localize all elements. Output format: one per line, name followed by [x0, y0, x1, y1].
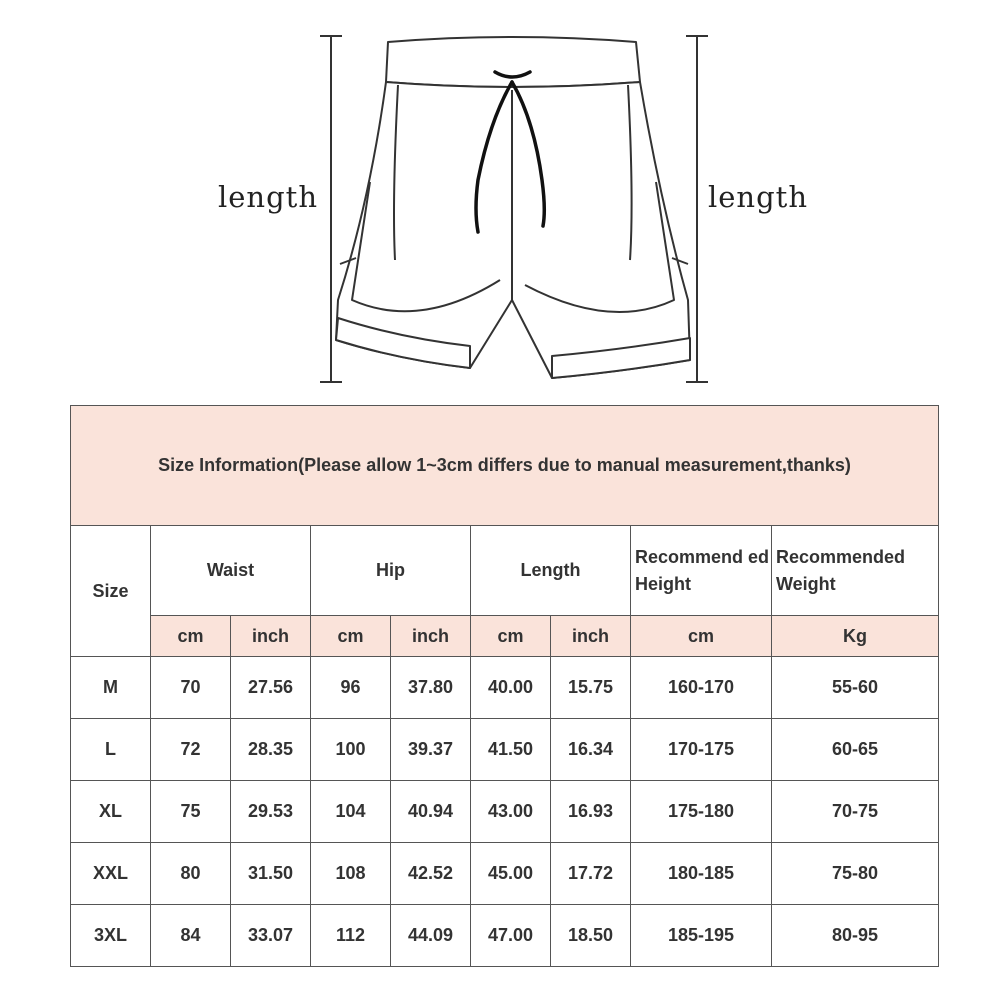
table-cell: M — [71, 657, 151, 719]
table-row — [71, 843, 939, 905]
table-cell: 43.00 — [471, 781, 551, 843]
table-cell: 100 — [311, 719, 391, 781]
table-cell: 18.50 — [551, 905, 631, 967]
unit-cell: cm — [311, 616, 391, 657]
unit-cell: inch — [231, 616, 311, 657]
table-cell: 27.56 — [231, 657, 311, 719]
unit-row — [71, 616, 939, 657]
table-cell: 33.07 — [231, 905, 311, 967]
table-cell: 29.53 — [231, 781, 311, 843]
unit-cell: inch — [551, 616, 631, 657]
table-cell: 70 — [151, 657, 231, 719]
table-cell: 40.00 — [471, 657, 551, 719]
table-cell: 45.00 — [471, 843, 551, 905]
table-cell: 70-75 — [772, 781, 939, 843]
length-label-left: length — [218, 180, 319, 214]
table-cell: 108 — [311, 843, 391, 905]
table-cell: 17.72 — [551, 843, 631, 905]
table-cell: 84 — [151, 905, 231, 967]
length-label-right: length — [708, 180, 809, 214]
unit-cell: Kg — [772, 616, 939, 657]
table-row — [71, 657, 939, 719]
header-hip: Hip — [311, 526, 471, 616]
table-cell: 31.50 — [231, 843, 311, 905]
shorts-outline — [336, 37, 690, 378]
table-cell: 80-95 — [772, 905, 939, 967]
table-cell: L — [71, 719, 151, 781]
table-cell: 175-180 — [631, 781, 772, 843]
table-cell: 80 — [151, 843, 231, 905]
table-cell: 112 — [311, 905, 391, 967]
table-cell: 60-65 — [772, 719, 939, 781]
header-size: Size — [71, 526, 151, 657]
unit-cell: cm — [471, 616, 551, 657]
table-row — [71, 719, 939, 781]
shorts-illustration — [0, 0, 1000, 400]
table-cell: 44.09 — [391, 905, 471, 967]
table-cell: 170-175 — [631, 719, 772, 781]
shorts-diagram — [0, 0, 1000, 400]
table-cell: 3XL — [71, 905, 151, 967]
table-title: Size Information(Please allow 1~3cm differs due to manual measurement,thanks) — [71, 406, 939, 526]
table-cell: 160-170 — [631, 657, 772, 719]
table-cell: 96 — [311, 657, 391, 719]
table-cell: 42.52 — [391, 843, 471, 905]
size-chart-table — [70, 405, 939, 967]
table-cell: 41.50 — [471, 719, 551, 781]
table-cell: 104 — [311, 781, 391, 843]
table-cell: 72 — [151, 719, 231, 781]
unit-cell: cm — [151, 616, 231, 657]
header-waist: Waist — [151, 526, 311, 616]
table-cell: 180-185 — [631, 843, 772, 905]
header-length: Length — [471, 526, 631, 616]
header-recommended-height: Recommend ed Height — [631, 526, 772, 616]
table-row — [71, 905, 939, 967]
table-cell: 16.34 — [551, 719, 631, 781]
table-cell: 55-60 — [772, 657, 939, 719]
table-cell: 75-80 — [772, 843, 939, 905]
table-cell: 47.00 — [471, 905, 551, 967]
table-cell: 37.80 — [391, 657, 471, 719]
table-cell: 28.35 — [231, 719, 311, 781]
unit-cell: inch — [391, 616, 471, 657]
table-cell: XXL — [71, 843, 151, 905]
unit-cell: cm — [631, 616, 772, 657]
table-row — [71, 781, 939, 843]
table-cell: 40.94 — [391, 781, 471, 843]
table-cell: 185-195 — [631, 905, 772, 967]
header-recommended-weight: Recommended Weight — [772, 526, 939, 616]
table-cell: 16.93 — [551, 781, 631, 843]
table-cell: 15.75 — [551, 657, 631, 719]
table-cell: XL — [71, 781, 151, 843]
table-cell: 39.37 — [391, 719, 471, 781]
table-cell: 75 — [151, 781, 231, 843]
